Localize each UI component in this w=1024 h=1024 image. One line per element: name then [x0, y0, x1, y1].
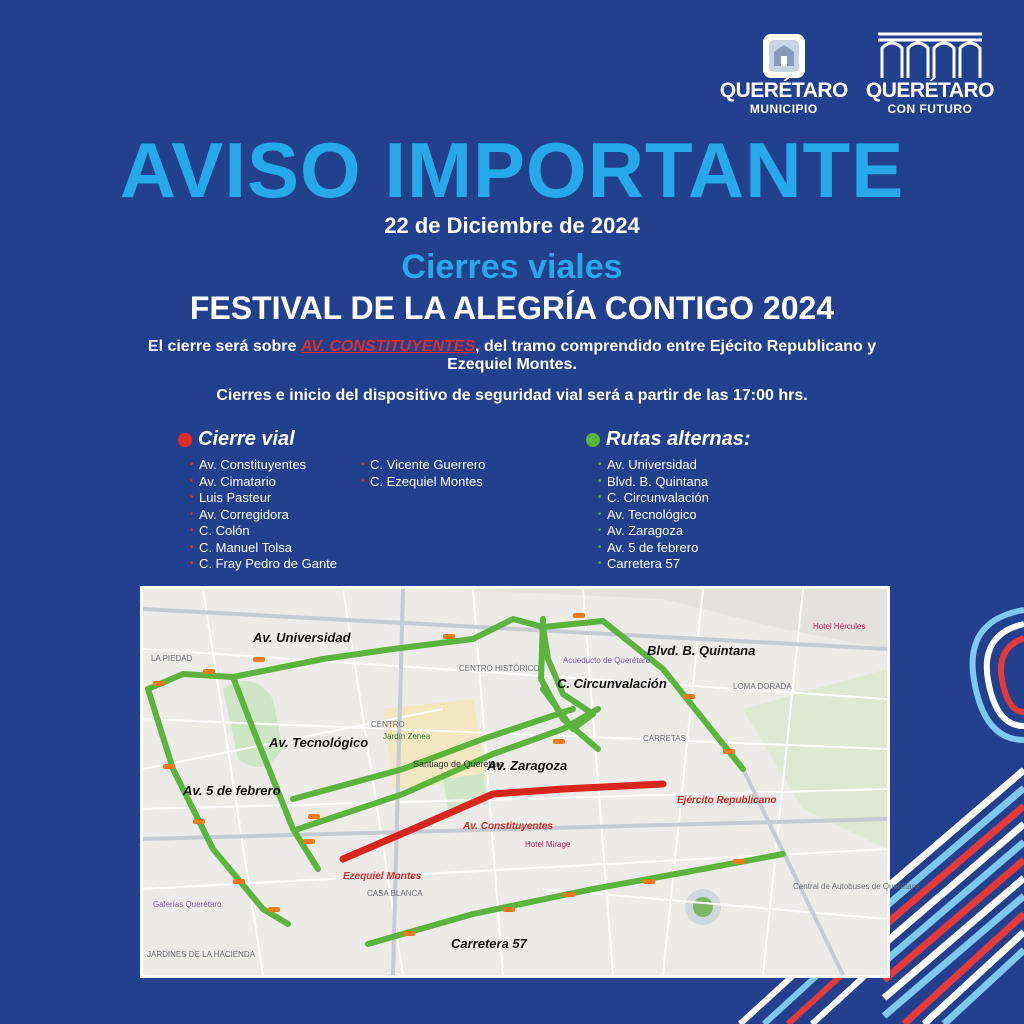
place-acueducto: Acueducto de Querétaro: [563, 656, 651, 665]
logo-estado-name: QUERÉTARO: [865, 79, 994, 102]
closure-item: • Luis Pasteur: [190, 490, 337, 507]
closures-list-1: [178, 457, 337, 573]
municipio-seal-icon: [759, 32, 809, 80]
map-canvas: [143, 589, 919, 975]
arches-logo-icon: [870, 30, 990, 80]
closure-item: • C. Fray Pedro de Gante: [190, 556, 337, 573]
desc-before: El cierre será sobre: [147, 338, 301, 355]
place-loma: LOMA DORADA: [733, 682, 792, 691]
alternate-item: • C. Circunvalación: [598, 490, 709, 507]
place-santiago: Santiago de Querétaro: [413, 759, 505, 769]
logo-municipio-name: QUERÉTARO: [719, 79, 848, 102]
place-hacienda: JARDINES DE LA HACIENDA: [147, 950, 256, 959]
desc-after: , del tramo comprendido entre Ejécito Republicano y Ezequiel Montes.: [447, 338, 877, 373]
logo-estado-sub: CON FUTURO: [887, 102, 973, 116]
alternates-title: Rutas alternas:: [606, 428, 751, 450]
label-quintana: Blvd. B. Quintana: [647, 643, 756, 658]
green-dot-icon: [586, 433, 600, 447]
label-universidad: Av. Universidad: [253, 630, 351, 645]
label-circunvalacion: C. Circunvalación: [557, 676, 667, 691]
closures-legend: [178, 428, 485, 573]
desc-highlight: AV. CONSTITUYENTES: [300, 338, 476, 355]
closure-item: • C. Colón: [190, 523, 337, 540]
logos: [720, 30, 994, 115]
route-map: [140, 586, 919, 978]
subtitle: Cierres viales: [401, 248, 623, 286]
closure-item: • C. Vicente Guerrero: [361, 457, 485, 474]
closure-item: • Av. Constituyentes: [190, 457, 337, 474]
closures-title-row: [178, 428, 485, 451]
alternates-title-row: [586, 428, 751, 451]
event-name: FESTIVAL DE LA ALEGRÍA CONTIGO 2024: [189, 290, 835, 326]
place-hotel-hercules: Hotel Hércules: [813, 622, 866, 631]
place-jardin-zenea: Jardín Zenea: [383, 732, 431, 741]
closures-title: Cierre vial: [198, 428, 295, 450]
alternates-legend: [586, 428, 751, 573]
logo-municipio: [720, 32, 848, 115]
alternate-item: • Carretera 57: [598, 556, 709, 573]
label-constituyentes: Av. Constituyentes: [463, 821, 554, 832]
place-casa-blanca: CASA BLANCA: [367, 889, 423, 898]
page-title: AVISO IMPORTANTE: [119, 126, 905, 214]
red-dot-icon: [178, 433, 192, 447]
label-tecnologico: Av. Tecnológico: [269, 735, 369, 750]
alternate-item: • Av. Tecnológico: [598, 507, 709, 524]
place-hotel-mirage: Hotel Mirage: [525, 840, 571, 849]
place-centro: CENTRO: [371, 720, 405, 729]
alternate-item: • Av. Universidad: [598, 457, 709, 474]
place-central: Central de Autobuses de Querétaro: [793, 882, 919, 891]
label-zaragoza: Av. Zaragoza: [487, 758, 568, 773]
closure-item: • Av. Cimatario: [190, 474, 337, 491]
alternate-item: • Blvd. B. Quintana: [598, 474, 709, 491]
decorative-stripes: [884, 590, 1024, 1024]
alternate-item: • Av. 5 de febrero: [598, 540, 709, 557]
closure-item: • C. Manuel Tolsa: [190, 540, 337, 557]
alternates-list: [586, 457, 709, 573]
closures-list-2: [349, 457, 485, 573]
place-piedad: LA PIEDAD: [151, 654, 193, 663]
closure-item: • C. Ezequiel Montes: [361, 474, 485, 491]
event-date: 22 de Diciembre de 2024: [384, 213, 640, 238]
place-galerias: Galerías Querétaro: [153, 900, 222, 909]
closure-item: • Av. Corregidora: [190, 507, 337, 524]
logo-municipio-sub: MUNICIPIO: [749, 102, 818, 116]
place-centro-historico: CENTRO HISTÓRICO: [459, 664, 540, 673]
label-ezequiel: Ezequiel Montes: [343, 871, 422, 882]
logo-estado: [866, 30, 994, 115]
label-carretera: Carretera 57: [451, 936, 527, 951]
label-5febrero: Av. 5 de febrero: [183, 783, 281, 798]
closure-description: [120, 338, 904, 374]
schedule-note: Cierres e inicio del dispositivo de seguridad vial será a partir de las 17:00 hrs.: [216, 387, 808, 404]
alternate-item: • Av. Zaragoza: [598, 523, 709, 540]
label-ejercito: Ejército Republicano: [677, 795, 777, 806]
place-carretas: CARRETAS: [643, 734, 686, 743]
